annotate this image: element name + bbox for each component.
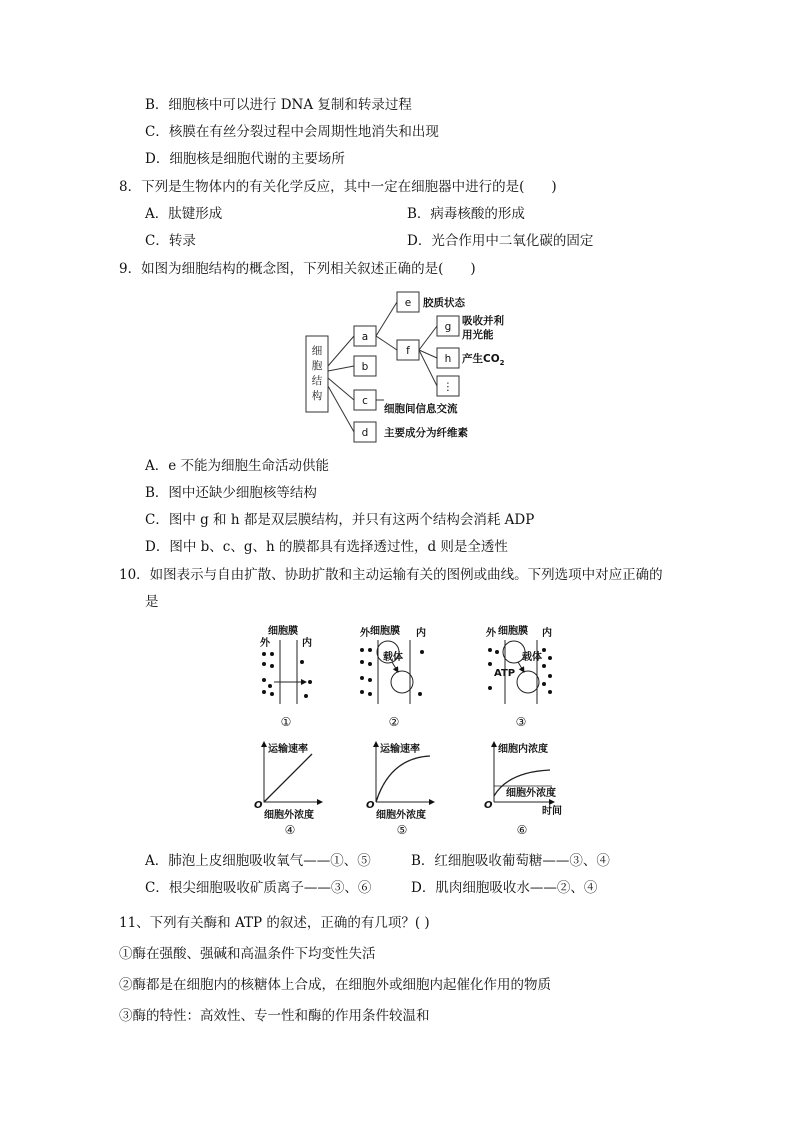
node-b: b <box>361 361 369 373</box>
panel-5-number: ⑤ <box>396 823 408 837</box>
q8-option-c: C．转录 <box>145 233 196 249</box>
p3-atp: ATP <box>494 668 516 679</box>
transport-figures <box>250 622 580 846</box>
p3-carrier: 载体 <box>522 652 542 663</box>
p2-outside: 外 <box>360 628 370 639</box>
svg-text:胞: 胞 <box>311 360 323 372</box>
q8-option-b: B．病毒核酸的形成 <box>407 206 525 222</box>
q10-option-b: B．红细胞吸收葡萄糖——③、④ <box>411 853 610 869</box>
g-label-2: 用光能 <box>462 329 494 341</box>
q11-item-3: ③酶的特性：高效性、专一性和酶的作用条件较温和 <box>119 1008 430 1024</box>
q7-option-d: D．细胞核是细胞代谢的主要场所 <box>145 151 345 167</box>
p3-outside: 外 <box>486 628 496 639</box>
q9-option-c: C．图中 g 和 h 都是双层膜结构，并只有这两个结构会消耗 ADP <box>145 512 535 528</box>
q11-item-2: ②酶都是在细胞内的核糖体上合成，在细胞外或细胞内起催化作用的物质 <box>119 977 551 993</box>
q9-option-b: B．图中还缺少细胞核等结构 <box>145 485 317 501</box>
q10-option-a: A．肺泡上皮细胞吸收氧气——①、⑤ <box>145 853 371 869</box>
p1-inside: 内 <box>302 638 312 649</box>
g6-xlabel: 时间 <box>542 806 562 817</box>
q10-stem: 10．如图表示与自由扩散、协助扩散和主动运输有关的图例或曲线。下列选项中对应正确的 <box>119 567 663 583</box>
q9-stem: 9．如图为细胞结构的概念图，下列相关叙述正确的是( ) <box>119 261 476 277</box>
panel-1-number: ① <box>280 715 292 729</box>
node-more: ⋮ <box>442 381 454 393</box>
p1-membrane: 细胞膜 <box>268 626 298 637</box>
panel-2-number: ② <box>388 715 400 729</box>
h-label: 产生$CO_2$ <box>462 353 505 367</box>
q7-option-b: B．细胞核中可以进行 DNA 复制和转录过程 <box>145 97 412 113</box>
node-e: e <box>404 297 412 309</box>
g-label-1: 吸收并利 <box>462 315 504 327</box>
g6-ylabel: 细胞内浓度 <box>498 744 548 755</box>
cell-structure-concept-map <box>300 286 540 448</box>
g5-xlabel: 细胞外浓度 <box>376 810 426 821</box>
node-c: c <box>362 395 368 407</box>
q8-option-d: D．光合作用中二氧化碳的固定 <box>407 233 594 249</box>
node-d: d <box>361 427 369 439</box>
q10-option-d: D．肌肉细胞吸收水——②、④ <box>411 880 598 896</box>
panel-4-number: ④ <box>284 823 296 837</box>
p3-inside: 内 <box>542 628 552 639</box>
g4-xlabel: 细胞外浓度 <box>264 810 314 821</box>
concept-root-char-1: 细 <box>311 345 323 357</box>
g4-origin: O <box>254 800 263 811</box>
q9-option-a: A．e 不能为细胞生命活动供能 <box>145 458 330 474</box>
p3-membrane: 细胞膜 <box>498 626 528 637</box>
p2-membrane: 细胞膜 <box>370 626 400 637</box>
q10-option-c: C．根尖细胞吸收矿质离子——③、⑥ <box>145 880 372 896</box>
q8-stem: 8．下列是生物体内的有关化学反应，其中一定在细胞器中进行的是( ) <box>119 179 557 195</box>
e-label: 胶质状态 <box>423 297 465 309</box>
q9-option-d: D．图中 b、c、g、h 的膜都具有选择透过性，d 则是全透性 <box>145 539 508 555</box>
q11-item-1: ①酶在强酸、强碱和高温条件下均变性失活 <box>119 946 376 962</box>
g5-ylabel: 运输速率 <box>380 744 420 755</box>
node-f: f <box>406 345 410 357</box>
panel-6-number: ⑥ <box>516 823 528 837</box>
panel-3-number: ③ <box>515 715 527 729</box>
g6-origin: O <box>484 800 493 811</box>
q10-stem-cont: 是 <box>145 594 159 610</box>
node-a: a <box>361 331 369 343</box>
node-h: h <box>444 353 452 365</box>
p1-outside: 外 <box>260 638 270 649</box>
p2-inside: 内 <box>416 628 426 639</box>
svg-text:构: 构 <box>311 390 323 402</box>
d-label: 主要成分为纤维素 <box>384 427 468 439</box>
q7-option-c: C．核膜在有丝分裂过程中会周期性地消失和出现 <box>145 124 439 140</box>
p2-carrier: 载体 <box>383 652 403 663</box>
c-label: 细胞间信息交流 <box>384 403 458 415</box>
svg-text:结: 结 <box>311 375 323 387</box>
g5-origin: O <box>366 800 375 811</box>
g6-ext-line-label: 细胞外浓度 <box>506 788 556 799</box>
node-g: g <box>444 321 452 333</box>
q8-option-a: A．肽键形成 <box>145 206 223 222</box>
g4-ylabel: 运输速率 <box>268 744 308 755</box>
q11-stem: 11、下列有关酶和 ATP 的叙述，正确的有几项？( ) <box>119 915 430 931</box>
